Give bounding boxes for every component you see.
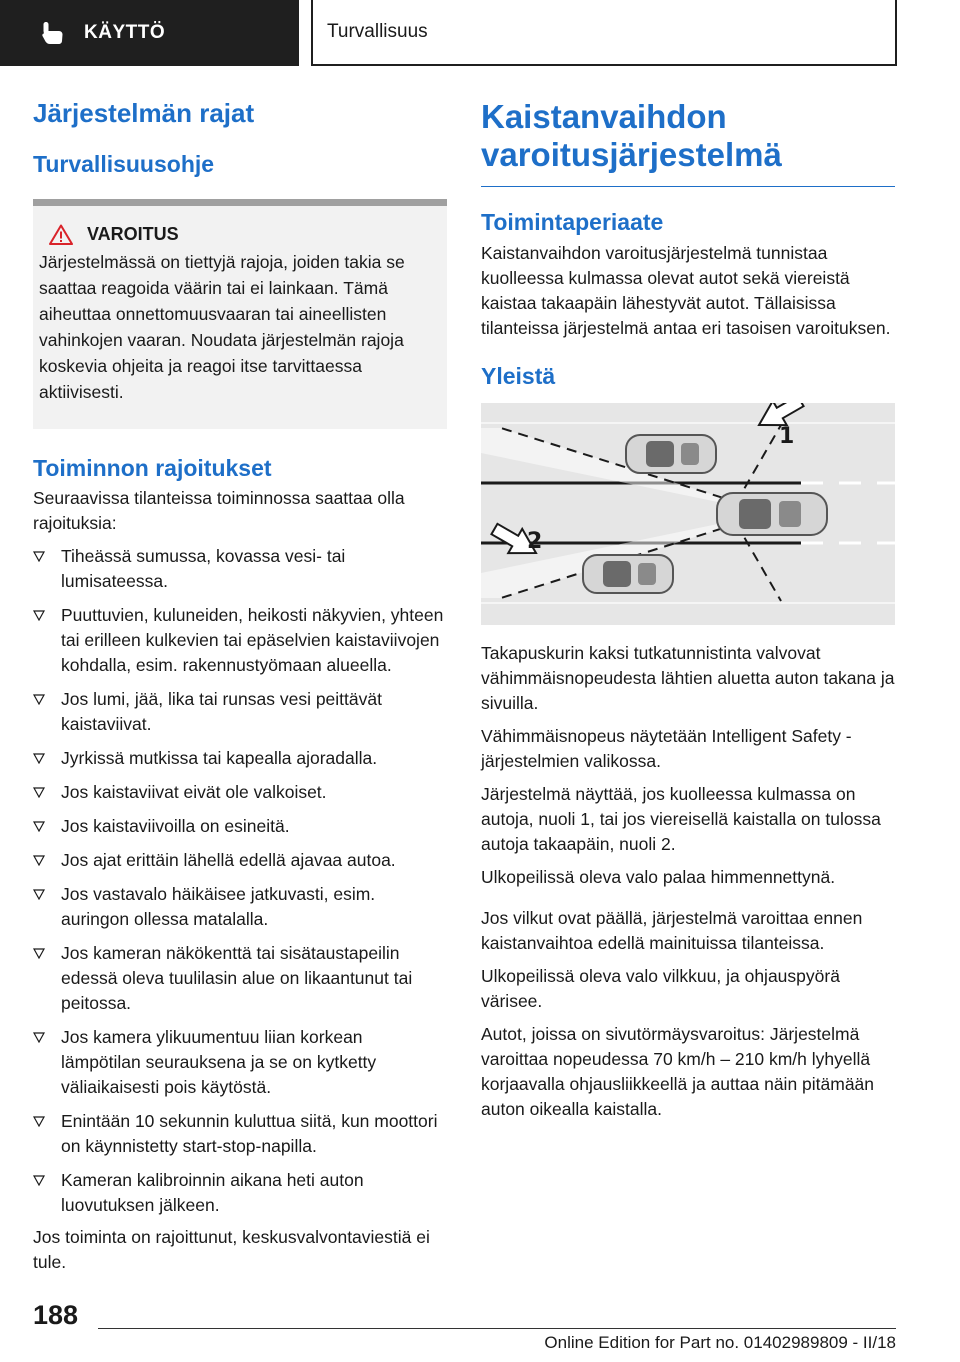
section-title: KÄYTTÖ: [84, 22, 166, 43]
page-number: 188: [33, 1300, 79, 1330]
principle-heading: Toimintaperiaate: [481, 209, 664, 236]
bullet-triangle-icon: [33, 1032, 45, 1043]
car-own: [717, 493, 827, 535]
list-item: Jyrkissä mutkissa tai kapealla ajoradalla.: [33, 746, 447, 771]
list-item: Jos kaistaviivoilla on esineitä.: [33, 814, 447, 839]
list-item: Enintään 10 sekunnin kuluttua siitä, kun moottori on käynnistetty start-stop-napilla.: [33, 1109, 447, 1159]
warning-heading: [39, 224, 439, 245]
bullet-triangle-icon: [33, 610, 45, 621]
arrow-1-label: 1: [779, 423, 795, 449]
bullet-triangle-icon: [33, 821, 45, 832]
limits-list: [33, 544, 447, 1218]
road-illustration: [481, 403, 895, 625]
list-item: Kameran kalibroinnin aikana heti auton luovutuksen jälkeen.: [33, 1168, 447, 1218]
list-item: Jos lumi, jää, lika tai runsas vesi peittävät kaistaviivat.: [33, 687, 447, 737]
section-tab: [0, 0, 299, 66]
bullet-triangle-icon: [33, 551, 45, 562]
left-title: Järjestelmän rajat: [33, 98, 255, 128]
bullet-triangle-icon: [33, 753, 45, 764]
footer-rule: [98, 1328, 896, 1329]
paragraph: Ulkopeilissä oleva valo palaa himmennettynä.: [481, 866, 836, 887]
general-heading: Yleistä: [481, 362, 556, 389]
bullet-triangle-icon: [33, 948, 45, 959]
warning-label: VAROITUS: [87, 223, 179, 244]
list-item: Jos kaistaviivat eivät ole valkoiset.: [33, 780, 447, 805]
bullet-triangle-icon: [33, 694, 45, 705]
left-subtitle: Turvallisuusohje: [33, 151, 215, 178]
chapter-tab: [311, 0, 897, 66]
warning-box: [33, 199, 447, 429]
paragraph: Vähimmäisnopeus näytetään Intelligent Safety -järjestelmien valikossa.: [481, 725, 852, 771]
paragraph: Takapuskurin kaksi tutkatunnistinta valvovat vähimmäisnopeudesta lähtien aluetta auton takana ja sivuilla.: [481, 642, 895, 713]
paragraph: Järjestelmä näyttää, jos kuolleessa kulmassa on autoja, nuoli 1, tai jos viereisellä kaistalla on tulossa autoja takaapäin, nuoli 2.: [481, 783, 881, 854]
edition-footer: Online Edition for Part no. 01402989809 - II/18: [544, 1333, 896, 1352]
list-item: Jos ajat erittäin lähellä edellä ajavaa autoa.: [33, 848, 447, 873]
list-item: Puuttuvien, kuluneiden, heikosti näkyvien, yhteen tai erilleen kulkevien tai epäselvien kaistaviivojen kohdalla, esim. rakennustyömaan alueella.: [33, 603, 447, 678]
paragraph: Jos vilkut ovat päällä, järjestelmä varoittaa ennen kaistanvaihtoa edellä mainituissa tilanteissa.: [481, 907, 863, 953]
list-item: Tiheässä sumussa, kovassa vesi- tai lumisateessa.: [33, 544, 447, 594]
pointing-hand-icon: [40, 20, 66, 46]
left-column: [33, 98, 447, 1275]
chapter-title: Turvallisuus: [327, 21, 428, 42]
list-item: Jos kamera ylikuumentuu liian korkean lämpötilan seurauksena ja se on kytketty väliaikaisesti pois käytöstä.: [33, 1025, 447, 1100]
right-title: Kaistanvaihdon varoitusjärjestelmä: [481, 98, 782, 173]
blind-spot-figure: [481, 403, 895, 625]
bullet-triangle-icon: [33, 1175, 45, 1186]
principle-text: Kaistanvaihdon varoitusjärjestelmä tunnistaa kuolleessa kulmassa olevat autot sekä viereistä kaistaa takaapäin lähestyvät autot. Tällaisissa tilanteissa järjestelmä antaa eri tasoisen varoituksen.: [481, 242, 891, 338]
bullet-triangle-icon: [33, 787, 45, 798]
car-blind-spot: [626, 435, 716, 473]
right-column: [481, 98, 895, 1122]
list-item: Jos vastavalo häikäisee jatkuvasti, esim. auringon ollessa matalalla.: [33, 882, 447, 932]
bullet-triangle-icon: [33, 855, 45, 866]
bullet-triangle-icon: [33, 889, 45, 900]
limits-heading: Toiminnon rajoitukset: [33, 454, 272, 481]
list-item: Jos kameran näkökenttä tai sisätaustapeilin edessä oleva tuulilasin alue on likaantunut tai peitossa.: [33, 941, 447, 1016]
limits-outro: Jos toiminta on rajoittunut, keskusvalvontaviestiä ei tule.: [33, 1227, 430, 1273]
limits-intro: Seuraavissa tilanteissa toiminnossa saattaa olla rajoituksia:: [33, 488, 405, 534]
bullet-triangle-icon: [33, 1116, 45, 1127]
warning-text: Järjestelmässä on tiettyjä rajoja, joiden takia se saattaa reagoida väärin tai ei lainkaan. Tämä aiheuttaa onnettomuusvaaran tai aineellisten vahinkojen vaaran. Noudata järjestelmän rajoja koskevia ohjeita ja reagoi itse tarvittaessa aktiivisesti.: [39, 251, 405, 402]
car-approaching: [583, 555, 673, 593]
arrow-2-label: 2: [527, 528, 543, 554]
title-rule: [481, 186, 895, 188]
paragraph: Ulkopeilissä oleva valo vilkkuu, ja ohjauspyörä värisee.: [481, 965, 840, 1011]
warning-triangle-icon: [49, 224, 73, 245]
paragraph: Autot, joissa on sivutörmäysvaroitus: Järjestelmä varoittaa nopeudessa 70 km/h – 210 km/h lyhyellä korjaavalla ohjausliikkeellä ja auttaa näin pitämään auton oikealla kaistalla.: [481, 1023, 875, 1119]
